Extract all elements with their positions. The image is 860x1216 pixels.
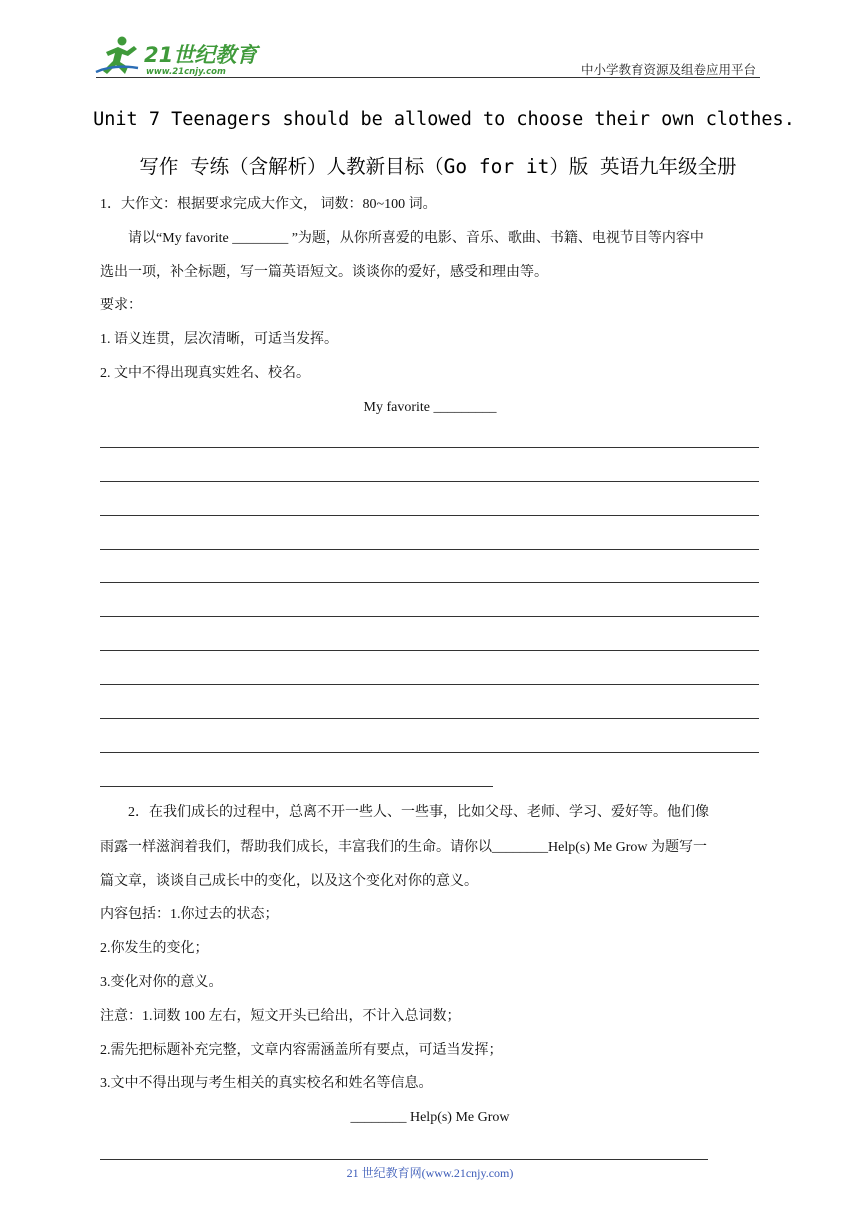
footer-link[interactable]: 21 世纪教育网(www.21cnjy.com) bbox=[346, 1166, 514, 1180]
logo-main-text: 21世纪教育 bbox=[144, 43, 258, 67]
q2-prompt-line: 2．在我们成长的过程中，总离不开一些人、一些事，比如父母、老师、学习、爱好等。他们像 bbox=[128, 805, 709, 820]
q2-content-item: 内容包括：1.你过去的状态； bbox=[100, 907, 279, 922]
platform-name: 中小学教育资源及组卷应用平台 bbox=[580, 63, 756, 77]
writing-line bbox=[100, 752, 759, 753]
writing-line bbox=[100, 650, 759, 651]
writing-line bbox=[100, 616, 759, 617]
writing-line bbox=[100, 515, 759, 516]
writing-line bbox=[100, 481, 759, 482]
q2-prompt-line: 雨露一样滋润着我们，帮助我们成长，丰富我们的生命。请你以________Help(s) Me Grow 为题写一 bbox=[100, 840, 708, 855]
q1-prompt-line: 请以“My favorite ________ ”为题，从你所喜爱的电影、音乐、歌曲、书籍、电视节目等内容中 bbox=[128, 231, 704, 246]
runner-icon bbox=[96, 37, 138, 75]
q1-essay-title: My favorite _________ bbox=[363, 400, 497, 415]
writing-line bbox=[100, 786, 493, 787]
q1-requirement: 1. 语义连贯，层次清晰，可适当发挥。 bbox=[100, 332, 338, 347]
q1-prompt-line: 选出一项，补全标题，写一篇英语短文。谈谈你的爱好，感受和理由等。 bbox=[100, 265, 548, 280]
q1-instruction: 1．大作文：根据要求完成大作文， 词数：80~100 词。 bbox=[100, 197, 437, 212]
site-logo bbox=[94, 34, 264, 80]
q1-requirements-label: 要求： bbox=[100, 298, 142, 313]
page-subtitle: 写作 专练（含解析）人教新目标（Go for it）版 英语九年级全册 bbox=[139, 155, 737, 178]
q2-prompt-line: 篇文章，谈谈自己成长中的变化，以及这个变化对你的意义。 bbox=[100, 874, 478, 889]
footer-divider bbox=[100, 1159, 708, 1160]
logo-url-text: www.21cnjy.com bbox=[146, 67, 226, 77]
q2-note: 注意：1.词数 100 左右，短文开头已给出，不计入总词数； bbox=[100, 1009, 461, 1024]
q2-content-item: 2.你发生的变化； bbox=[100, 941, 209, 956]
writing-line bbox=[100, 447, 759, 448]
q2-note: 3.文中不得出现与考生相关的真实校名和姓名等信息。 bbox=[100, 1076, 433, 1091]
q2-essay-title: ________ Help(s) Me Grow bbox=[350, 1110, 510, 1125]
writing-line bbox=[100, 718, 759, 719]
writing-line bbox=[100, 684, 759, 685]
q2-content-item: 3.变化对你的意义。 bbox=[100, 975, 223, 990]
q1-requirement: 2. 文中不得出现真实姓名、校名。 bbox=[100, 366, 310, 381]
writing-line bbox=[100, 549, 759, 550]
q2-note: 2.需先把标题补充完整，文章内容需涵盖所有要点，可适当发挥； bbox=[100, 1043, 503, 1058]
writing-line bbox=[100, 582, 759, 583]
page-title: Unit 7 Teenagers should be allowed to choose their own clothes. bbox=[93, 109, 795, 130]
header-divider bbox=[96, 77, 760, 78]
